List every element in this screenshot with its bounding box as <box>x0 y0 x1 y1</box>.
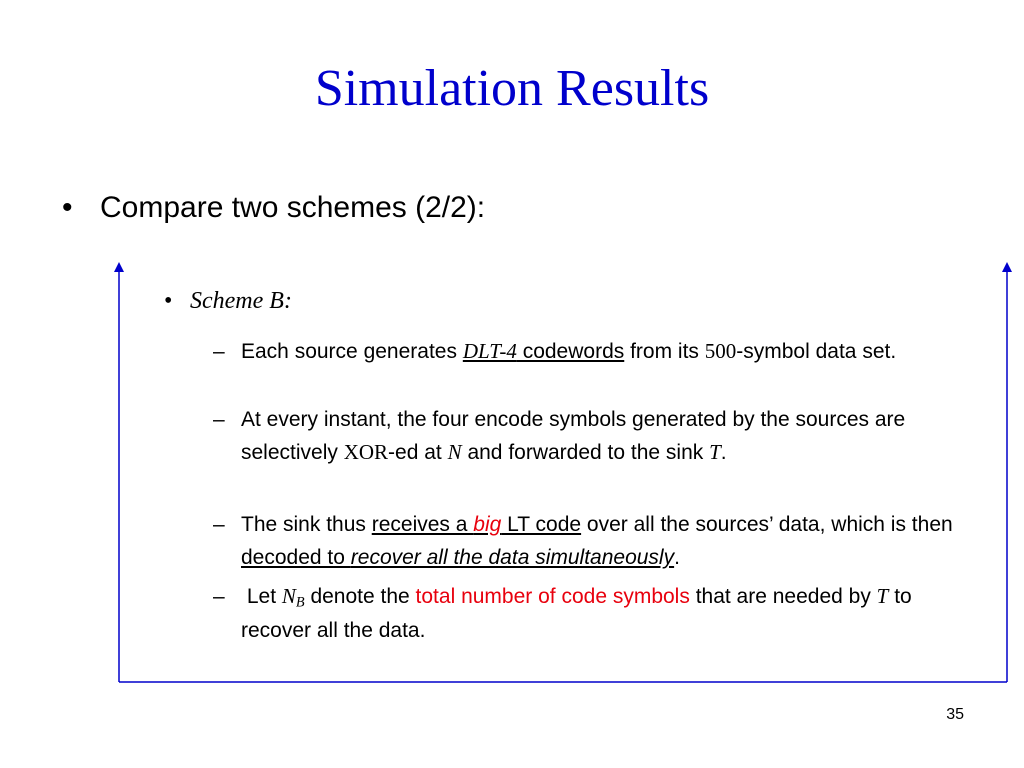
sub-bullet-text <box>241 580 973 647</box>
text-run: total number of code symbols <box>415 585 690 608</box>
bullet-text: Scheme B: <box>190 288 292 314</box>
text-run: Each source generates <box>241 340 463 363</box>
text-run: B <box>295 594 305 611</box>
text-run: big <box>473 513 502 536</box>
text-run: XOR <box>343 440 389 465</box>
dash-marker: – <box>213 513 225 536</box>
page-number: 35 <box>946 706 964 723</box>
text-run: from its <box>624 340 705 363</box>
right-arrowhead <box>1002 262 1012 272</box>
text-run: T <box>709 440 721 465</box>
text-run: and forwarded to the sink <box>461 441 710 465</box>
sub-bullet-3 <box>213 508 973 574</box>
sub-bullet-text <box>241 335 973 368</box>
text-run: -symbol data set. <box>736 340 897 363</box>
text-run: that are needed by <box>689 585 877 608</box>
text-run: recover all the data simultaneously <box>350 546 675 570</box>
decoded-recover <box>241 546 674 569</box>
text-run: The sink thus <box>241 513 372 536</box>
bullet-text: Compare two schemes (2/2): <box>100 191 486 224</box>
sub-bullet-text <box>241 508 973 574</box>
text-run: -ed at <box>388 441 448 465</box>
big-lt-code <box>372 513 581 536</box>
text-run: N <box>447 440 462 465</box>
text-run: N <box>281 584 296 608</box>
dash-marker: – <box>213 585 225 608</box>
sub-bullet-2 <box>213 403 973 469</box>
sub-bullet-1 <box>213 335 973 368</box>
text-run: . <box>720 441 727 465</box>
dlt4-codewords <box>463 340 624 363</box>
text-run: over all the sources’ data, which is then <box>581 513 953 536</box>
text-run: decoded to <box>241 546 351 570</box>
text-run: 500 <box>704 339 737 363</box>
text-run: . <box>674 546 680 570</box>
text-run: DLT-4 <box>462 339 517 363</box>
dash-marker: – <box>213 340 225 363</box>
text-run: denote the <box>304 585 416 608</box>
text-run: LT code <box>501 513 582 536</box>
bullet-marker: • <box>62 191 73 224</box>
dash-marker: – <box>213 408 225 431</box>
text-run: Let <box>241 585 282 608</box>
slide-title: Simulation Results <box>314 60 710 117</box>
text-run: codewords <box>516 340 625 363</box>
sub-bullet-4 <box>213 580 973 647</box>
bullet-marker: • <box>164 288 173 314</box>
sub-bullet-text <box>241 403 973 469</box>
text-run: At every instant, the four encode symbols generated by the sources are selectively <box>241 408 906 465</box>
bullet-scheme-b <box>164 287 292 316</box>
text-run: to recover all the data. <box>241 585 912 643</box>
left-arrowhead <box>114 262 124 272</box>
text-run: T <box>876 584 889 608</box>
text-run: receives a <box>371 513 474 536</box>
